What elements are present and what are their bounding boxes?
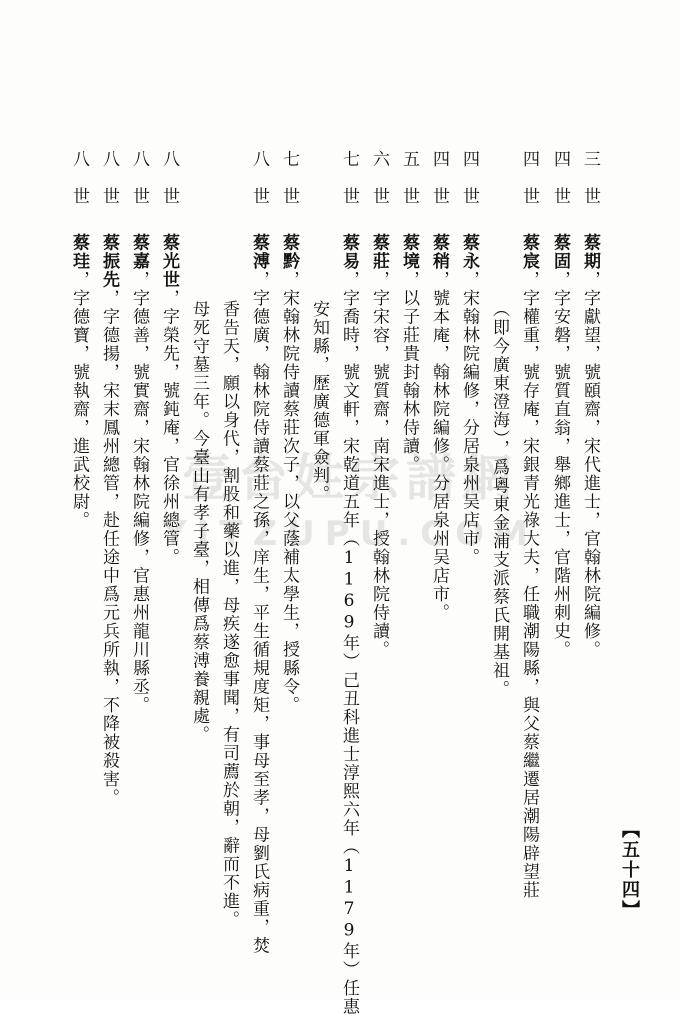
generation-label: 七 世 [339,150,359,206]
entry-column [516,150,542,900]
person-name: 蔡珪 [69,234,89,271]
person-name: 蔡黔 [279,234,299,271]
page-number: 【五十四】 [616,820,642,920]
generation-label: 四 世 [459,150,479,206]
entry-text: ，字獻望，號頤齋，宋代進士，官翰林院編修。 [580,271,600,660]
generation-label: 四 世 [519,150,539,206]
entry-column [577,150,603,659]
person-name: 蔡宸 [519,234,539,271]
entry-text: ，宋翰林院侍讀蔡莊次子，以父蔭補太學生，授縣令。 [279,271,299,715]
entry-column [156,150,182,567]
entry-text: ，字安磐，號質直翁，舉鄉進士，官階州刺史。 [550,271,570,660]
entry-text: ，字宋容，號質齋，南宋進士，授翰林院侍讀。 [369,271,389,660]
person-name: 蔡稍 [429,234,449,271]
generation-label: 四 世 [550,150,570,206]
person-name: 蔡嘉 [129,234,149,271]
person-name: 蔡固 [550,234,570,271]
entry-text: 安知縣，歷廣德軍僉判。 [309,300,329,504]
entry-column [456,150,482,567]
entry-text: ，號本庵，翰林院編修。分居泉州吴店市。 [429,271,449,623]
generation-label: 八 世 [129,150,149,206]
person-name: 蔡振先 [99,234,119,290]
entry-continuation [306,300,332,504]
generation-label: 八 世 [249,150,269,206]
entry-text: ，字德寶，號執齋，進武校尉。 [69,271,89,530]
generation-label: 八 世 [69,150,89,206]
entry-column [547,150,573,659]
entry-text: 母死守墓三年。今臺山有孝子臺，相傳爲蔡溥養親處。 [189,300,209,744]
entry-column [276,150,302,715]
entry-text: ，字德揚，宋末鳳州總管，赴任途中爲元兵所執，不降被殺害。 [99,289,119,807]
generation-label: 八 世 [159,150,179,206]
generation-label: 三 世 [580,150,600,206]
entry-column [366,150,392,659]
entry-text: ，以子莊貴封翰林侍讀。 [399,271,419,475]
entry-text: ，字榮先，號鈍庵，官徐州總管。 [159,289,179,567]
entry-column [336,150,362,1016]
watermark-url: YITZUPU.COM [110,506,590,562]
entry-continuation [486,300,512,699]
entry-text: ，字德善，號實齋，宋翰林院編修，官惠州龍川縣丞。 [129,271,149,715]
entry-column [426,150,452,622]
person-name: 蔡易 [339,234,359,271]
person-name: 蔡光世 [159,234,179,290]
entry-continuation [186,300,212,744]
generation-label: 四 世 [429,150,449,206]
person-name: 蔡永 [459,234,479,271]
entry-text: ，宋翰林院編修，分居泉州吴店市。 [459,271,479,567]
person-name: 蔡溥 [249,234,269,271]
entry-column [96,150,122,807]
generation-label: 七 世 [279,150,299,206]
entry-text: 香告天，願以身代，割股和藥以進，母疾遂愈事聞，有司薦於朝，辭而不進。 [219,300,239,929]
entry-text: （即今廣東澄海），爲粵東金浦支派蔡氏開基祖。 [489,300,509,699]
entry-text: ，字喬時，號文軒，宋乾道五年（1169年）己丑科進士淳熙六年（1179年）任惠 [339,271,359,1016]
generation-label: 八 世 [99,150,119,206]
person-name: 蔡莊 [369,234,389,271]
generation-label: 五 世 [399,150,419,206]
watermark-text: 壹台姓宗譜網 [110,450,590,506]
entry-column [126,150,152,715]
generation-label: 六 世 [369,150,389,206]
person-name: 蔡境 [399,234,419,271]
entry-text: ，字權重，號存庵，宋銀青光祿大夫，任職潮陽縣，與父蔡繼遷居潮陽辟望莊 [519,271,539,900]
person-name: 蔡期 [580,234,600,271]
entry-text: ，字德廣，翰林院侍讀蔡莊之孫，庠生，平生循規度矩，事母至孝，母劉氏病重，焚 [249,271,269,956]
entry-continuation [216,300,242,929]
entry-column [66,150,92,530]
entry-column [246,150,272,955]
entry-column [396,150,422,474]
